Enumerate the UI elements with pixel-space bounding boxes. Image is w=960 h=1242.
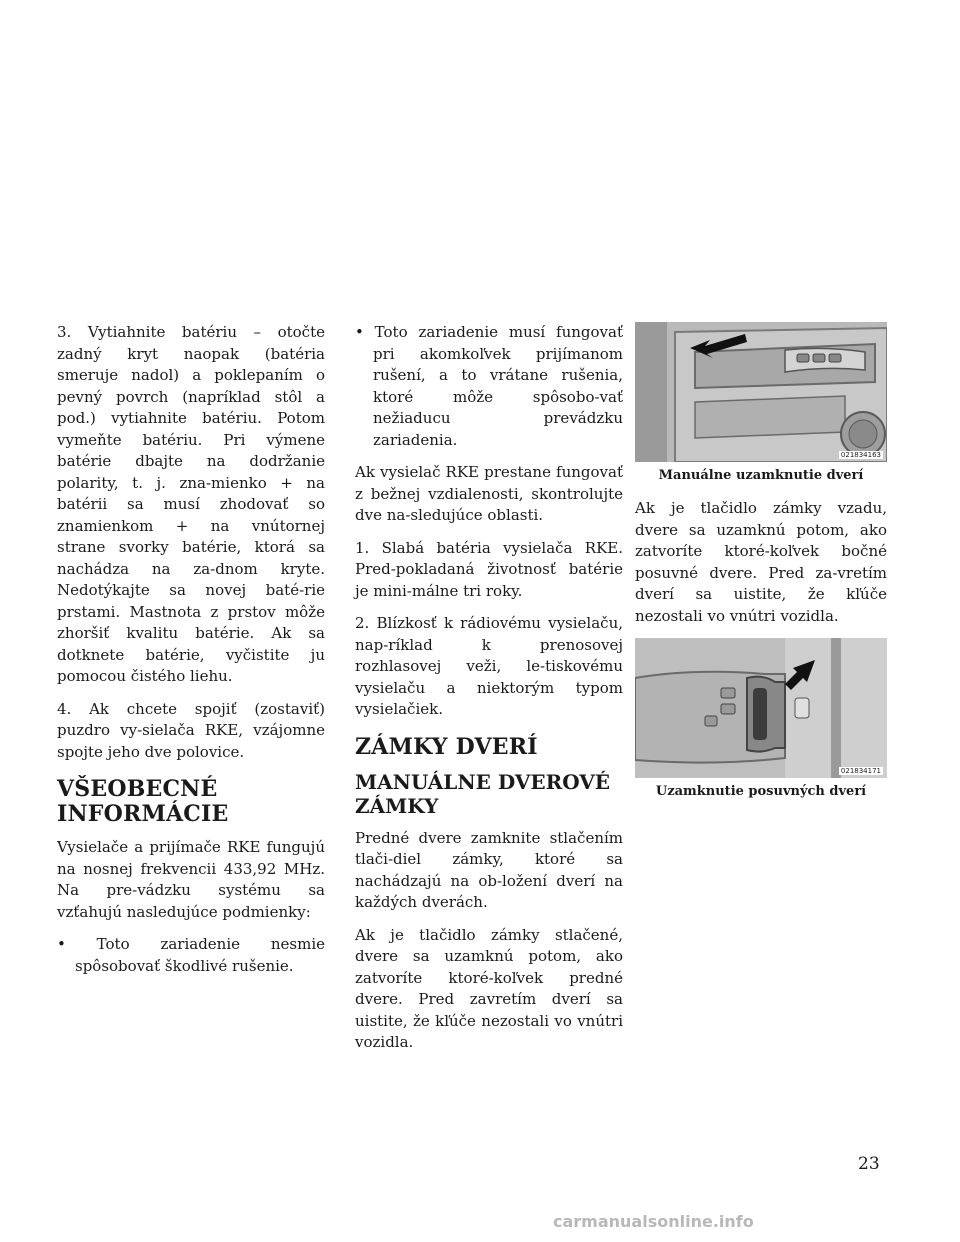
column-2 <box>355 322 623 1065</box>
bullet-no-interference: • Toto zariadenie nesmie spôsobovať škodlivé rušenie. <box>57 935 325 975</box>
watermark[interactable]: carmanualsonline.info <box>553 1212 754 1231</box>
paragraph-weak-battery: 1. Slabá batéria vysielača RKE. Pred-pokladaná životnosť batérie je mini-málne tri roky. <box>355 538 623 600</box>
paragraph-front-doors: Predné dvere zamknite stlačením tlači-diel zámky, ktoré sa nachádzajú na ob-ložení dverí na každých dverách. <box>355 828 623 911</box>
figure-manual-door-lock <box>635 322 887 462</box>
heading-general-info: VŠEOBECNÉ INFORMÁCIE <box>57 776 229 827</box>
paragraph-lock-pressed: Ak je tlačidlo zámky stlačené, dvere sa uzamknú potom, ako zatvoríte ktoré-koľvek predné dvere. Pred zavretím dverí sa uistite, že kľúče nezostali vo vnútri vozidla. <box>355 925 623 1051</box>
paragraph-assemble: 4. Ak chcete spojiť (zostaviť) puzdro vy-sielača RKE, vzájomne spojte jeho dve polovice. <box>57 699 325 761</box>
caption-sliding-door-lock: Uzamknutie posuvných dverí <box>655 784 867 799</box>
bullet-accept-interference: • Toto zariadenie musí fungovať pri akomkoľvek prijímanom rušení, a to vrátane rušenia, ktoré môže spôsobo-vať nežiaducu prevádzku zariadenia. <box>355 323 623 449</box>
figure-sliding-door-lock <box>635 638 887 778</box>
column-1 <box>57 322 325 988</box>
figure-code: 021834171 <box>840 767 881 775</box>
paragraph-frequency: Vysielače a prijímače RKE fungujú na nosnej frekvencii 433,92 MHz. Na pre-vádzku systému sa vzťahujú nasledujúce podmienky: <box>57 838 325 921</box>
door-panel-illustration <box>635 322 887 462</box>
paragraph-rear-lock: Ak je tlačidlo zámky vzadu, dvere sa uzamknú potom, ako zatvoríte ktoré-koľvek bočné posuvné dvere. Pred za-vretím dverí sa uistite, že kľúče nezostali vo vnútri vozidla. <box>635 499 887 625</box>
caption-manual-door-lock: Manuálne uzamknutie dverí <box>658 468 864 483</box>
paragraph-rke-stops: Ak vysielač RKE prestane fungovať z bežnej vzdialenosti, skontrolujte dve na-sledujúce oblasti. <box>355 463 623 524</box>
column-3 <box>635 322 887 814</box>
paragraph-radio-proximity: 2. Blízkosť k rádiovému vysielaču, nap-ríklad k prenosovej rozhlasovej veži, le-tiskovému vysielaču a niektorým typom vysielačiek. <box>355 614 623 718</box>
page-number: 23 <box>858 1154 880 1174</box>
sliding-door-illustration <box>635 638 887 778</box>
paragraph-battery-replace: 3. Vytiahnite batériu – otočte zadný kryt naopak (batéria smeruje nadol) a poklepaním o pevný povrch (napríklad stôl a pod.) vytiahnite batériu. Potom vymeňte batériu. Pri výmene batérie dbajte na dodržanie polarity, t. j. zna-mienko + na batérii sa musí zhodovať so znamienkom + na vnútornej strane svorky batérie, ktorá sa nachádza na za-dnom kryte. Nedotýkajte sa novej baté-rie prstami. Mastnota z prstov môže zhoršiť kvalitu batérie. Ak sa dotknete batérie, vyčistite ju pomocou čistého liehu. <box>57 323 325 685</box>
heading-door-locks: ZÁMKY DVERÍ <box>355 733 538 760</box>
heading-manual-door-locks: MANUÁLNE DVEROVÉ ZÁMKY <box>355 769 611 818</box>
figure-code: 021834163 <box>840 451 881 459</box>
